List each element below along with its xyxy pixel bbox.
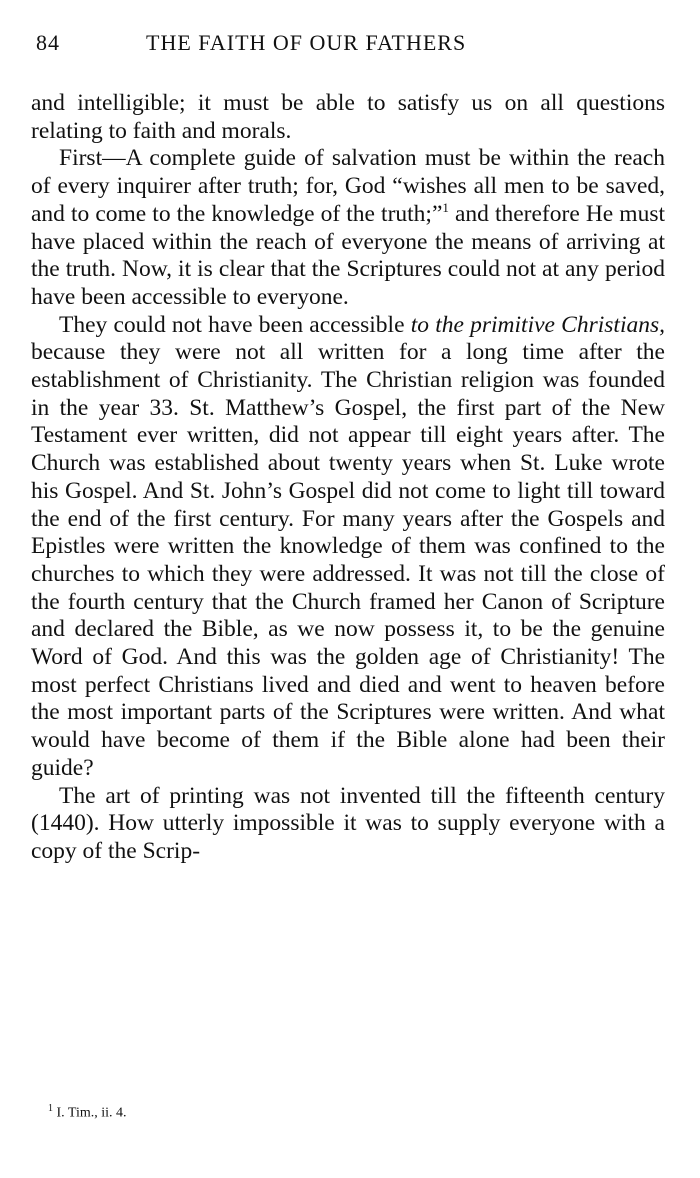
footnote [48, 1103, 127, 1122]
running-title: THE FAITH OF OUR FATHERS [146, 30, 467, 55]
paragraph-text-cont: because they were not all written for a long time after the establishment of Christianity. The Christian religion was founded in the year 33. St. Matthew’s Gospel, the first part of the New Testament ever written, did not appear till eight years after. The Church was established about twenty years when St. Luke wrote his Gospel. And St. John’s Gospel did not come to light till toward the end of the first century. For many years after the Gospels and Epistles were written the knowledge of them was confined to the churches to which they were addressed. It was not till the close of the fourth century that the Church framed her Canon of Scripture and declared the Bible, as we now possess it, to be the genuine Word of God. And this was the golden age of Christianity! The most perfect Christians lived and died and went to heaven before the most important parts of the Scriptures were written. And what would have become of them if the Bible alone had been their guide? [31, 339, 665, 781]
paragraph-first-text-cont: and therefore He must have placed within the reach of everyone the means of arriving at the truth. Now, it is clear that the Scriptures could not at any period have been accessible to everyone. [31, 200, 665, 310]
paragraph-continuation: and intelligible; it must be able to satisfy us on all questions relating to faith and morals. [31, 90, 665, 144]
page-header [36, 30, 664, 60]
paragraph-text: They could not have been accessible [59, 311, 411, 338]
footnote-marker: 1 [48, 1103, 53, 1114]
footnote-reference: 1 [442, 199, 449, 215]
footnote-text: I. Tim., ii. 4. [53, 1105, 127, 1121]
page-number: 84 [36, 30, 60, 55]
paragraph-primitive-christians [31, 312, 665, 783]
body-text [31, 90, 665, 866]
emphasis-text: to the primitive Christians, [410, 311, 666, 338]
paragraph-first [31, 145, 665, 311]
paragraph-first-text: First—A complete guide of salvation must be within the reach of every inquirer after truth; for, God “wishes all men to be saved, and to come to the knowledge of the truth;” [31, 145, 665, 227]
paragraph-printing: The art of printing was not invented till the fifteenth century (1440). How utterly impossible it was to supply everyone with a copy of the Scrip- [31, 782, 665, 864]
